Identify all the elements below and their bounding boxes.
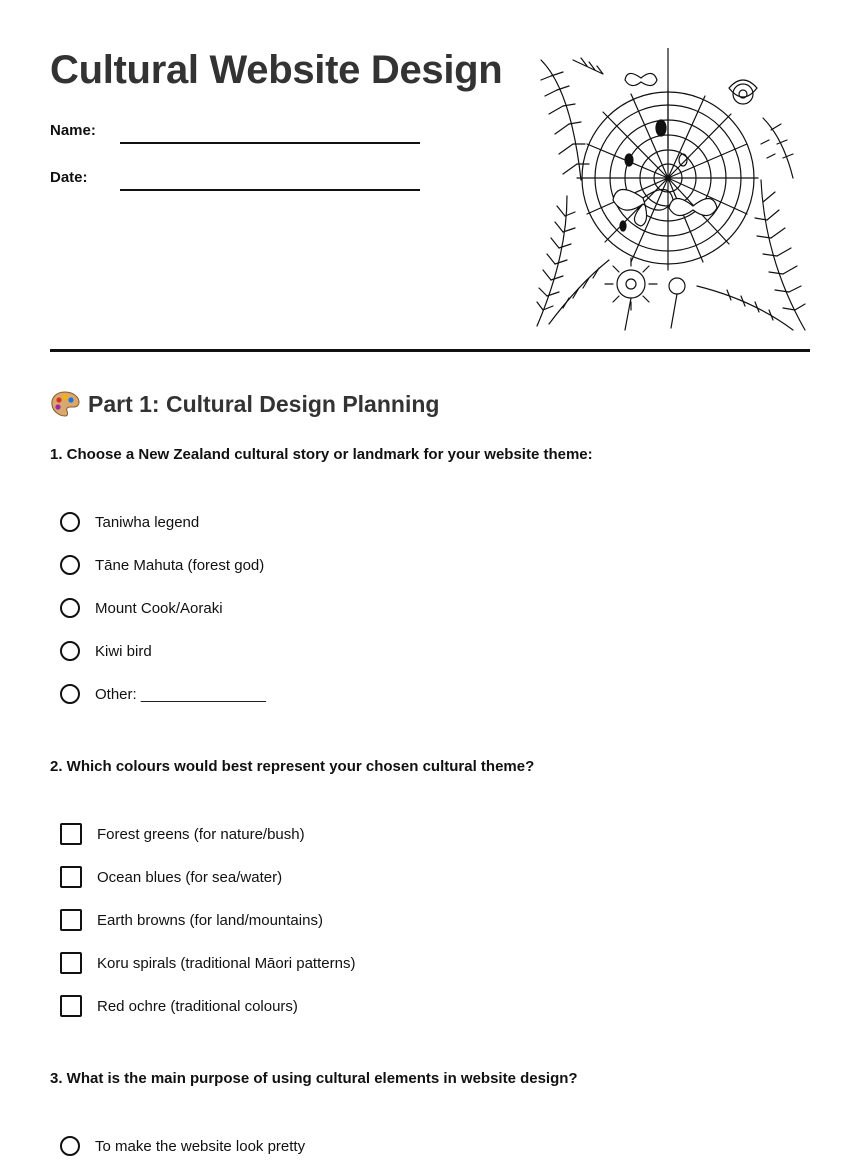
q2-option-ocean-blues[interactable] [60,865,282,889]
checkbox[interactable] [60,909,82,931]
part1-heading-text: Part 1: Cultural Design Planning [88,390,440,417]
q2-option-earth-browns[interactable] [60,908,323,932]
radio-button[interactable] [60,1136,80,1156]
q2-option-koru-spirals[interactable] [60,951,355,975]
name-blank-line[interactable] [120,142,420,144]
option-label: Ocean blues (for sea/water) [97,868,283,886]
option-label: Mount Cook/Aoraki [95,599,223,617]
radio-button[interactable] [60,641,80,661]
option-label: Taniwha legend [95,513,200,531]
q2-option-forest-greens[interactable] [60,822,305,846]
q1-option-kiwi[interactable] [60,639,152,663]
spider-web-nature-illustration [533,48,809,332]
option-label: Earth browns (for land/mountains) [97,911,323,929]
question-3: 3. What is the main purpose of using cultural elements in website design? [50,1070,578,1087]
option-label: Koru spirals (traditional Māori patterns) [97,954,356,972]
option-label: Red ochre (traditional colours) [97,997,298,1015]
checkbox[interactable] [60,952,82,974]
option-label: Forest greens (for nature/bush) [97,825,305,843]
radio-button[interactable] [60,512,80,532]
q3-option-look-pretty[interactable] [60,1134,305,1158]
palette-icon [50,390,80,418]
radio-button[interactable] [60,684,80,704]
q1-option-tane-mahuta[interactable] [60,553,264,577]
name-label: Name: [50,122,96,139]
question-2: 2. Which colours would best represent your chosen cultural theme? [50,758,535,775]
q1-option-aoraki[interactable] [60,596,223,620]
q2-option-red-ochre[interactable] [60,994,298,1018]
checkbox[interactable] [60,823,82,845]
checkbox[interactable] [60,866,82,888]
question-1: 1. Choose a New Zealand cultural story or landmark for your website theme: [50,446,593,463]
option-label: Kiwi bird [95,642,152,660]
q1-option-other[interactable] [60,682,266,706]
header-divider [50,349,810,352]
option-label: To make the website look pretty [95,1137,306,1155]
checkbox[interactable] [60,995,82,1017]
date-label: Date: [50,169,88,186]
radio-button[interactable] [60,555,80,575]
part1-heading [50,390,439,418]
q1-option-taniwha[interactable] [60,510,199,534]
option-label: Tāne Mahuta (forest god) [95,556,265,574]
name-field[interactable] [50,122,430,146]
date-blank-line[interactable] [120,189,420,191]
worksheet-title: Cultural Website Design [50,48,503,92]
option-label: Other: _______________ [95,685,266,703]
radio-button[interactable] [60,598,80,618]
date-field[interactable] [50,169,430,193]
